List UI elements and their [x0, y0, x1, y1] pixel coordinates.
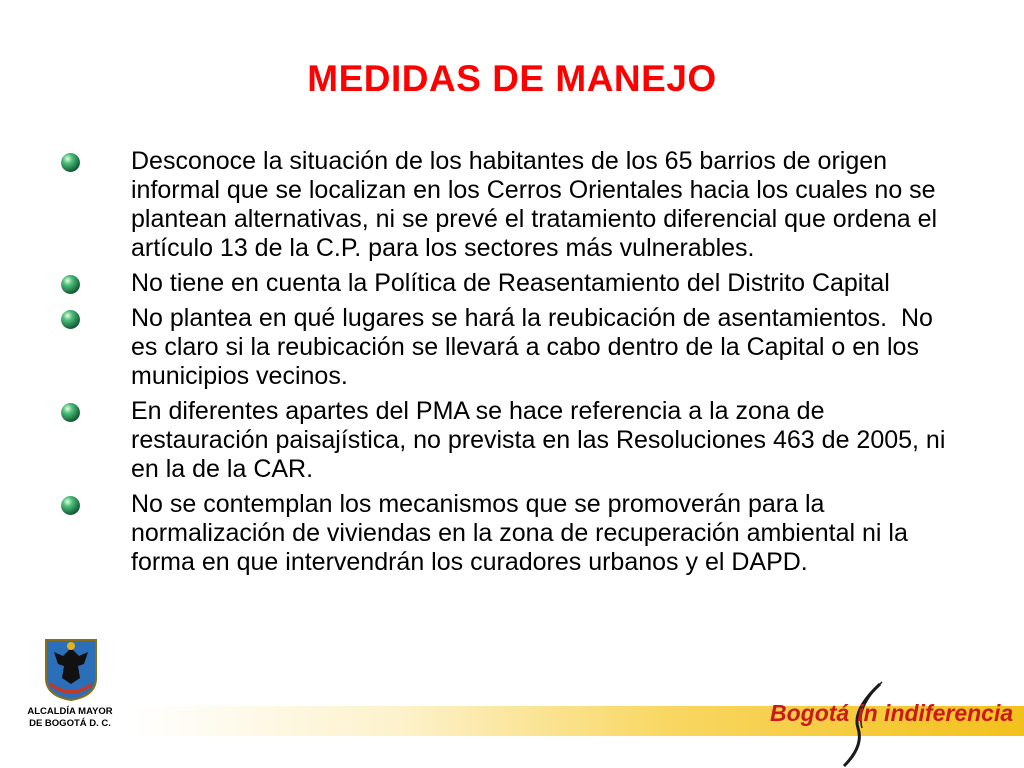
green-sphere-bullet-icon [60, 495, 81, 516]
green-sphere-bullet-icon [60, 402, 81, 423]
bullet-list [60, 147, 965, 583]
brand-main: Bogotá [770, 700, 850, 726]
bullet-text: Desconoce la situación de los habitantes de los 65 barrios de origen informal que se localizan en los Cerros Orientales hacia los cuales no se plantean alternativas, ni se prevé el tratamiento diferencial que ordena el artículo 13 de la C.P. para los sectores más vulnerables. [131, 147, 945, 262]
brand-rest: in indiferencia [857, 700, 1014, 726]
green-sphere-bullet-icon [60, 309, 81, 330]
bogota-brand-logo [770, 700, 1013, 727]
bullet-text: No plantea en qué lugares se hará la reubicación de asentamientos. No es claro si la reubicación se llevará a cabo dentro de la Capital o en los municipios vecinos. [131, 304, 940, 390]
logo-line: ALCALDÍA MAYOR [27, 706, 113, 717]
bullet-text: En diferentes apartes del PMA se hace referencia a la zona de restauración paisajística, no prevista en las Resoluciones 463 de 2005, ni en la de la CAR. [131, 397, 960, 483]
logo-line: DE BOGOTÁ D. C. [29, 718, 111, 729]
bullet-item [60, 269, 965, 298]
green-sphere-bullet-icon [60, 274, 81, 295]
bullet-text: No tiene en cuenta la Política de Reasentamiento del Distrito Capital [131, 269, 890, 297]
bullet-item [60, 147, 965, 263]
bullet-item [60, 397, 965, 484]
alcaldia-logo-caption [18, 706, 122, 730]
bullet-text: No se contemplan los mecanismos que se promoverán para la normalización de viviendas en la zona de recuperación ambiental ni la forma en que intervendrán los curadores urbanos y el DAPD. [131, 490, 915, 576]
bullet-item [60, 304, 965, 391]
slide-title: MEDIDAS DE MANEJO [307, 58, 717, 99]
green-sphere-bullet-icon [60, 152, 81, 173]
bogota-crest-logo [44, 638, 98, 702]
bullet-item [60, 490, 965, 577]
